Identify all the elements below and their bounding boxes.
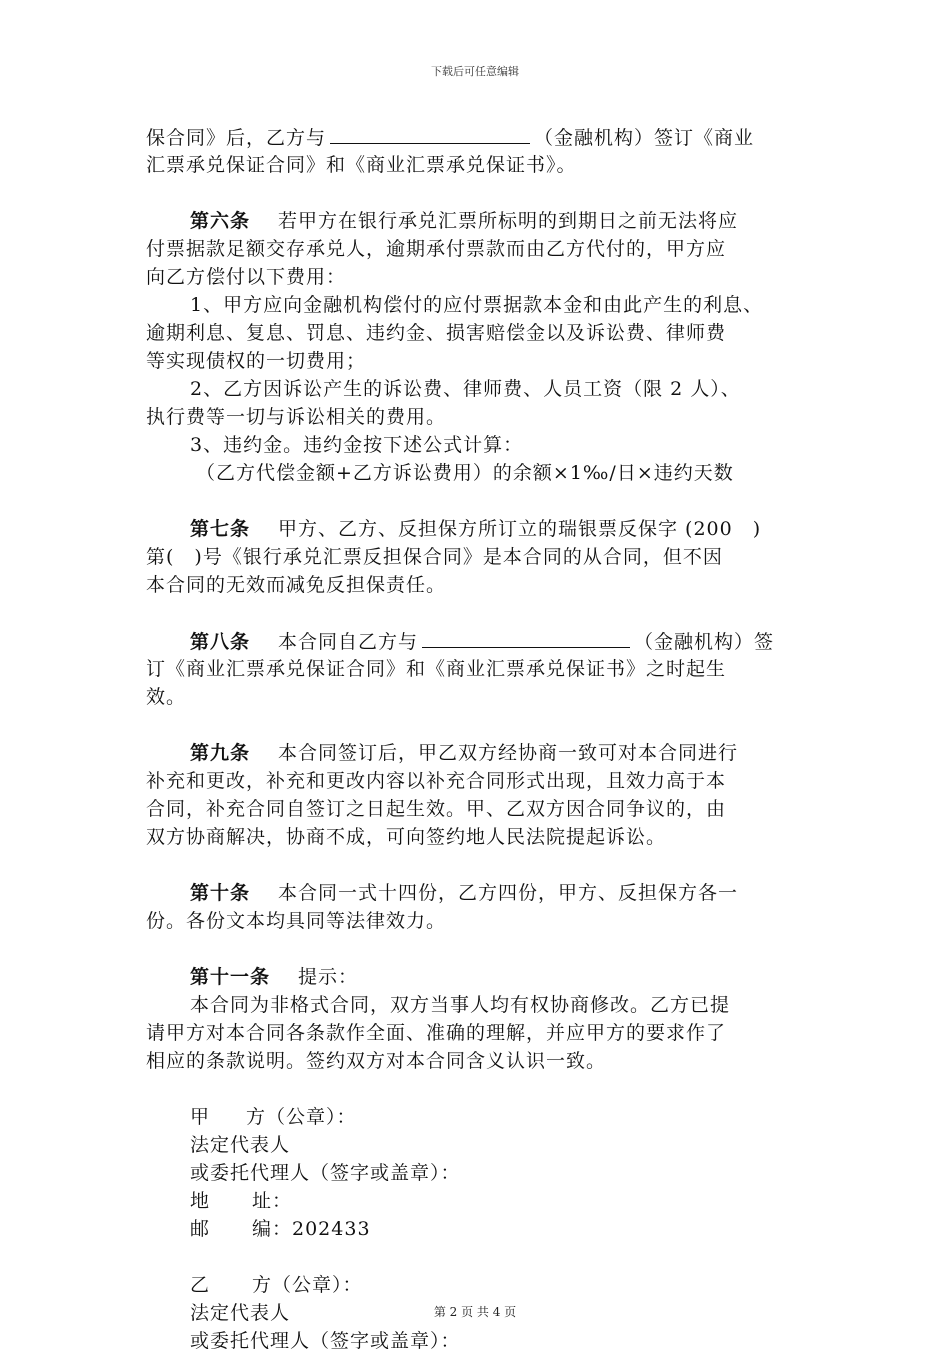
article-9-line-4: 双方协商解决，协商不成，可向签约地人民法院提起诉讼。 <box>146 826 667 848</box>
article-6-title: 第六条 <box>190 210 251 232</box>
text: 编：202433 <box>252 1218 371 1240</box>
article-10-line-2: 份。各份文本均具同等法律效力。 <box>146 910 447 932</box>
article-9-title: 第九条 <box>190 742 251 764</box>
article-7-title: 第七条 <box>190 518 251 540</box>
page-footer: 第 2 页 共 4 页 <box>433 1305 517 1319</box>
article-9-line-2: 补充和更改，补充和更改内容以补充合同形式出现，且效力高于本 <box>146 770 727 792</box>
party-a-address <box>146 1187 806 1215</box>
text: 保合同》后，乙方与 <box>146 127 327 149</box>
article-8-title: 第八条 <box>190 631 251 653</box>
text: 本合同自乙方与 <box>278 631 419 653</box>
article-6-item-2-cont: 执行费等一切与诉讼相关的费用。 <box>146 406 447 428</box>
article-6-item-1-cont: 逾期利息、复息、罚息、违约金、损害赔偿金以及诉讼费、律师费 <box>146 322 727 344</box>
article-6-line-3: 向乙方偿付以下费用： <box>146 266 347 288</box>
article-8-line-1 <box>146 627 806 655</box>
text: 方（公章）： <box>246 1106 357 1128</box>
party-b-agent: 或委托代理人（签字或盖章）： <box>190 1330 461 1352</box>
page-header: 下载后可任意编辑 <box>431 65 519 78</box>
party-a-agent: 或委托代理人（签字或盖章）： <box>190 1162 461 1184</box>
party-a-label <box>146 1103 806 1131</box>
blank-line <box>330 123 530 144</box>
article-6-item-2: 2、乙方因诉讼产生的诉讼费、律师费、人员工资（限 2 人）、 <box>190 378 741 400</box>
continuation-line-1 <box>146 123 806 151</box>
party-b-label <box>146 1271 806 1299</box>
text: 本合同一式十四份，乙方四份，甲方、反担保方各一 <box>278 882 739 904</box>
article-11-line-1 <box>146 963 806 991</box>
article-6-item-1-cont: 等实现债权的一切费用； <box>146 350 367 372</box>
continuation-line-2: 汇票承兑保证合同》和《商业汇票承兑保证书》。 <box>146 154 577 176</box>
blank-line <box>422 627 630 648</box>
text: （金融机构）签 <box>634 631 775 653</box>
article-6-item-1: 1、甲方应向金融机构偿付的应付票据款本金和由此产生的利息、 <box>190 294 764 316</box>
party-a-zip <box>146 1215 806 1243</box>
text: 乙 <box>190 1274 211 1296</box>
text: （金融机构）签订《商业 <box>534 127 755 149</box>
article-11-title: 第十一条 <box>190 966 271 988</box>
article-11-line-2: 本合同为非格式合同，双方当事人均有权协商修改。乙方已提 <box>190 994 731 1016</box>
text: 地 <box>190 1190 211 1212</box>
article-9-line-3: 合同，补充合同自签订之日起生效。甲、乙双方因合同争议的，由 <box>146 798 727 820</box>
text: 方（公章）： <box>252 1274 363 1296</box>
article-8-line-2: 订《商业汇票承兑保证合同》和《商业汇票承兑保证书》之时起生 <box>146 658 727 680</box>
article-11-line-4: 相应的条款说明。签约双方对本合同含义认识一致。 <box>146 1050 607 1072</box>
text: 邮 <box>190 1218 211 1240</box>
article-6-line-2: 付票据款足额交存承兑人，逾期承付票款而由乙方代付的，甲方应 <box>146 238 727 260</box>
text: 址： <box>252 1190 293 1212</box>
text: 甲方、乙方、反担保方所订立的瑞银票反保字 (200 ) <box>278 518 762 540</box>
article-6-item-3: 3、违约金。违约金按下述公式计算： <box>190 434 524 456</box>
party-a-rep: 法定代表人 <box>190 1134 291 1156</box>
text: 提示： <box>298 966 359 988</box>
document-body <box>146 123 806 1355</box>
article-9-line-1 <box>146 739 806 767</box>
article-7-line-1 <box>146 515 806 543</box>
article-7-line-2: 第( )号《银行承兑汇票反担保合同》是本合同的从合同，但不因 <box>146 546 723 568</box>
article-8-line-3: 效。 <box>146 686 187 708</box>
text: 甲 <box>190 1106 211 1128</box>
text: 若甲方在银行承兑汇票所标明的到期日之前无法将应 <box>278 210 739 232</box>
article-10-title: 第十条 <box>190 882 251 904</box>
article-6-line-1 <box>146 207 806 235</box>
article-7-line-3: 本合同的无效而减免反担保责任。 <box>146 574 447 596</box>
article-11-line-3: 请甲方对本合同各条款作全面、准确的理解，并应甲方的要求作了 <box>146 1022 727 1044</box>
article-6-formula: （乙方代偿金额+乙方诉讼费用）的余额×1‰/日×违约天数 <box>196 462 734 484</box>
party-b-rep: 法定代表人 <box>190 1302 291 1324</box>
text: 本合同签订后，甲乙双方经协商一致可对本合同进行 <box>278 742 739 764</box>
article-10-line-1 <box>146 879 806 907</box>
